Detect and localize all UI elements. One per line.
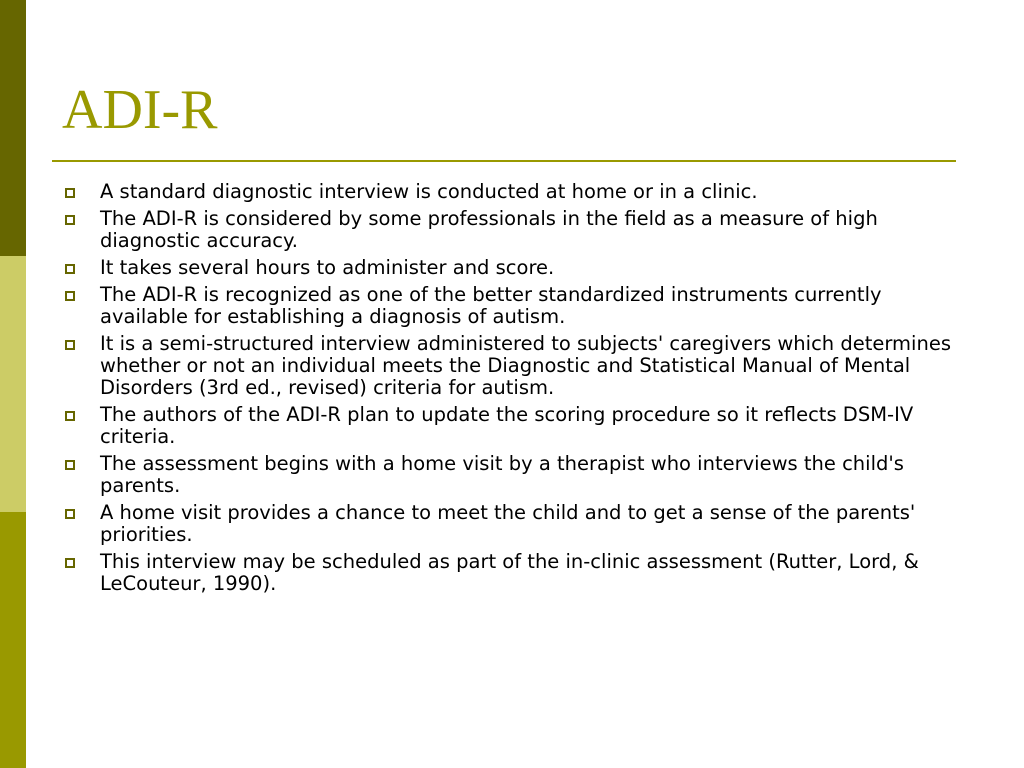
bullet-text: The assessment begins with a home visit by a therapist who interviews the child's parents.: [100, 452, 904, 497]
bullet-item: [62, 257, 972, 279]
hollow-square-icon: [65, 264, 75, 274]
bullet-text: The authors of the ADI-R plan to update the scoring procedure so it reflects DSM-IV criteria.: [100, 403, 914, 448]
bullet-item: [62, 181, 972, 203]
bullet-item: [62, 284, 972, 328]
bullet-item: [62, 551, 972, 595]
bullet-text: A standard diagnostic interview is conducted at home or in a clinic.: [100, 180, 758, 203]
hollow-square-icon: [65, 558, 75, 568]
bullet-text: The ADI-R is considered by some professionals in the field as a measure of high diagnostic accuracy.: [100, 207, 878, 252]
bullet-item: [62, 208, 972, 252]
title-divider: [52, 160, 956, 162]
side-bar-top: [0, 0, 26, 256]
bullet-item: [62, 502, 972, 546]
bullet-text: The ADI-R is recognized as one of the better standardized instruments currently available for establishing a diagnosis of autism.: [100, 283, 882, 328]
hollow-square-icon: [65, 291, 75, 301]
bullet-item: [62, 333, 972, 399]
bullet-text: It takes several hours to administer and score.: [100, 256, 555, 279]
bullet-list: [62, 181, 972, 600]
slide-title: ADI-R: [62, 79, 218, 141]
hollow-square-icon: [65, 411, 75, 421]
hollow-square-icon: [65, 509, 75, 519]
hollow-square-icon: [65, 188, 75, 198]
side-bar-middle: [0, 256, 26, 512]
bullet-item: [62, 404, 972, 448]
hollow-square-icon: [65, 215, 75, 225]
hollow-square-icon: [65, 460, 75, 470]
bullet-item: [62, 453, 972, 497]
bullet-text: This interview may be scheduled as part of the in-clinic assessment (Rutter, Lord, & LeCouteur, 1990).: [100, 550, 919, 595]
bullet-text: It is a semi-structured interview administered to subjects' caregivers which determines whether or not an individual meets the Diagnostic and Statistical Manual of Mental Disorders (3rd ed., revised) criteria for autism.: [100, 332, 951, 399]
hollow-square-icon: [65, 340, 75, 350]
bullet-text: A home visit provides a chance to meet the child and to get a sense of the parents' priorities.: [100, 501, 916, 546]
side-bar-bottom: [0, 512, 26, 768]
